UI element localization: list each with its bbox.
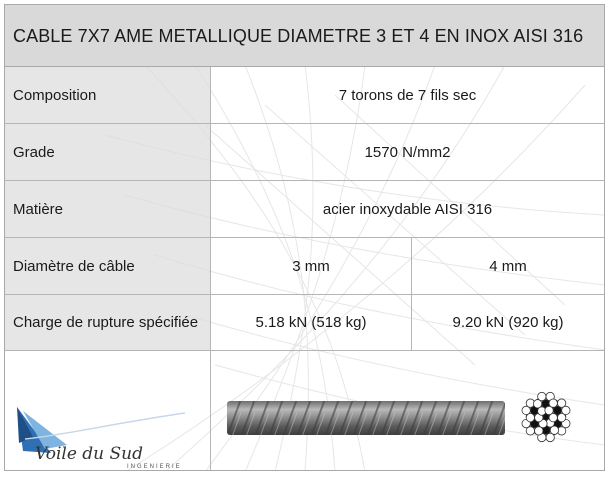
cross-section-wire [549,399,557,407]
matiere-value: acier inoxydable AISI 316 [322,200,493,218]
row-grade [5,124,604,181]
cable-cross-section-icon [510,381,582,453]
row-matiere [5,181,604,238]
cross-section-wire [538,392,546,400]
cross-section-wire [557,399,565,407]
charge-label: Charge de rupture spécifiée [5,295,211,350]
grade-label: Grade [5,124,211,180]
diametre-label: Diamètre de câble [5,238,211,294]
charge-3mm-value: 5.18 kN (518 kg) [211,295,412,350]
image-row [5,351,604,470]
logo-name: Voile du Sud [35,444,144,464]
spec-sheet [4,4,605,471]
row-diametre [5,238,604,295]
cross-section-wire [557,413,565,421]
composition-label: Composition [5,67,211,123]
wire-rope-photo [227,399,505,437]
page-title: CABLE 7X7 AME METALLIQUE DIAMETRE 3 ET 4 EN INOX AISI 316 [5,5,604,67]
cross-section-wire [535,427,543,435]
sail-logo-icon [5,351,211,470]
charge-4mm-value: 9.20 kN (920 kg) [452,314,564,331]
logo-tagline: INGENIERIE [127,464,182,470]
diametre-3mm-value: 3 mm [211,238,412,294]
company-logo [5,351,211,470]
cross-section-wire [546,433,554,441]
composition-value: 7 torons de 7 fils sec [338,86,477,104]
grade-value: 1570 N/mm2 [364,143,451,161]
diametre-4mm-value: 4 mm [489,257,527,275]
matiere-label: Matière [5,181,211,237]
row-composition [5,67,604,124]
row-charge-rupture [5,295,604,351]
